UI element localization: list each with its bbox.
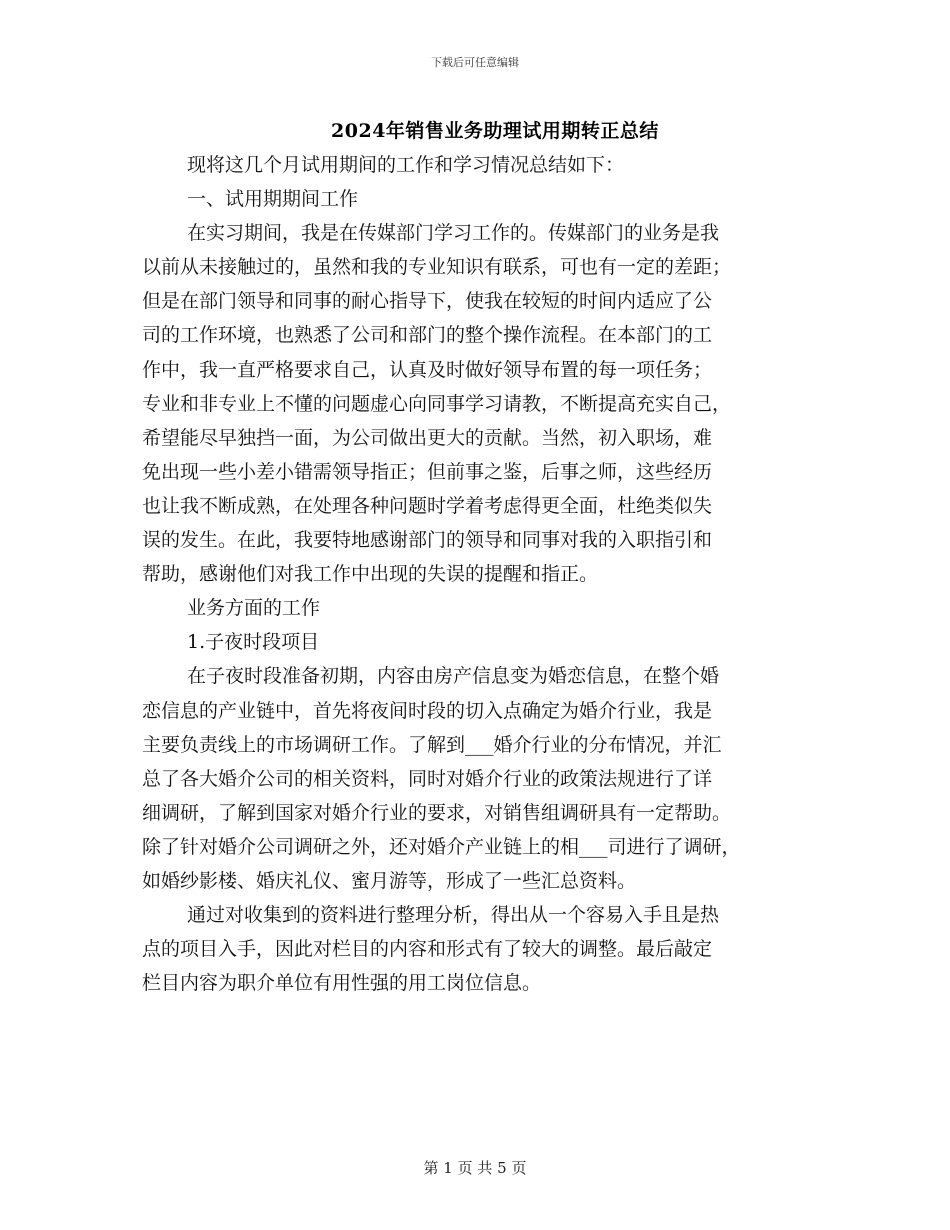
text-line: 司的工作环境，也熟悉了公司和部门的整个操作流程。在本部门的工 — [142, 324, 713, 347]
text-line: 总了各大婚介公司的相关资料，同时对婚介行业的政策法规进行了详 — [142, 767, 713, 790]
text-line: 通过对收集到的资料进行整理分析，得出从一个容易入手且是热 — [187, 904, 720, 927]
page-footer: 第 1 页 共 5 页 — [423, 1159, 527, 1177]
text-line: 恋信息的产业链中，首先将夜间时段的切入点确定为婚介行业，我是 — [142, 699, 713, 722]
document-title: 2024年销售业务助理试用期转正总结 — [331, 120, 659, 142]
text-line: 在实习期间，我是在传媒部门学习工作的。传媒部门的业务是我 — [187, 222, 720, 245]
text-line: 帮助，感谢他们对我工作中出现的失误的提醒和指正。 — [142, 563, 599, 586]
text-line: 免出现一些小差小错需领导指正；但前事之鉴，后事之师，这些经历 — [142, 460, 713, 483]
text-line: 栏目内容为职介单位有用性强的用工岗位信息。 — [142, 972, 542, 995]
text-line: 除了针对婚介公司调研之外，还对婚介产业链上的相___司进行了调研， — [142, 835, 741, 858]
text-line: 误的发生。在此，我要特地感谢部门的领导和同事对我的入职指引和 — [142, 529, 713, 552]
text-line: 现将这几个月试用期间的工作和学习情况总结如下： — [187, 154, 625, 176]
header-note: 下载后可任意编辑 — [431, 56, 519, 69]
text-line: 作中，我一直严格要求自己，认真及时做好领导布置的每一项任务； — [142, 358, 713, 381]
text-line: 一、试用期期间工作 — [187, 188, 359, 211]
document-body — [142, 148, 812, 1000]
text-line: 主要负责线上的市场调研工作。了解到___婚介行业的分布情况，并汇 — [142, 733, 722, 756]
text-line: 1.子夜时段项目 — [187, 631, 320, 654]
text-line: 业务方面的工作 — [187, 597, 321, 620]
text-line: 以前从未接触过的，虽然和我的专业知识有联系，可也有一定的差距； — [142, 256, 732, 279]
text-line: 也让我不断成熟，在处理各种问题时学着考虑得更全面，杜绝类似失 — [142, 494, 713, 517]
text-line: 在子夜时段准备初期，内容由房产信息变为婚恋信息，在整个婚 — [187, 665, 720, 688]
text-line: 点的项目入手，因此对栏目的内容和形式有了较大的调整。最后敲定 — [142, 938, 713, 961]
text-line: 希望能尽早独挡一面，为公司做出更大的贡献。当然，初入职场，难 — [142, 426, 713, 449]
text-line: 专业和非专业上不懂的问题虚心向同事学习请教，不断提高充实自己， — [142, 392, 732, 415]
text-line: 细调研，了解到国家对婚介行业的要求，对销售组调研具有一定帮助。 — [142, 801, 732, 824]
text-line: 如婚纱影楼、婚庆礼仪、蜜月游等，形成了一些汇总资料。 — [142, 869, 637, 892]
text-line: 但是在部门领导和同事的耐心指导下，使我在较短的时间内适应了公 — [142, 290, 713, 313]
